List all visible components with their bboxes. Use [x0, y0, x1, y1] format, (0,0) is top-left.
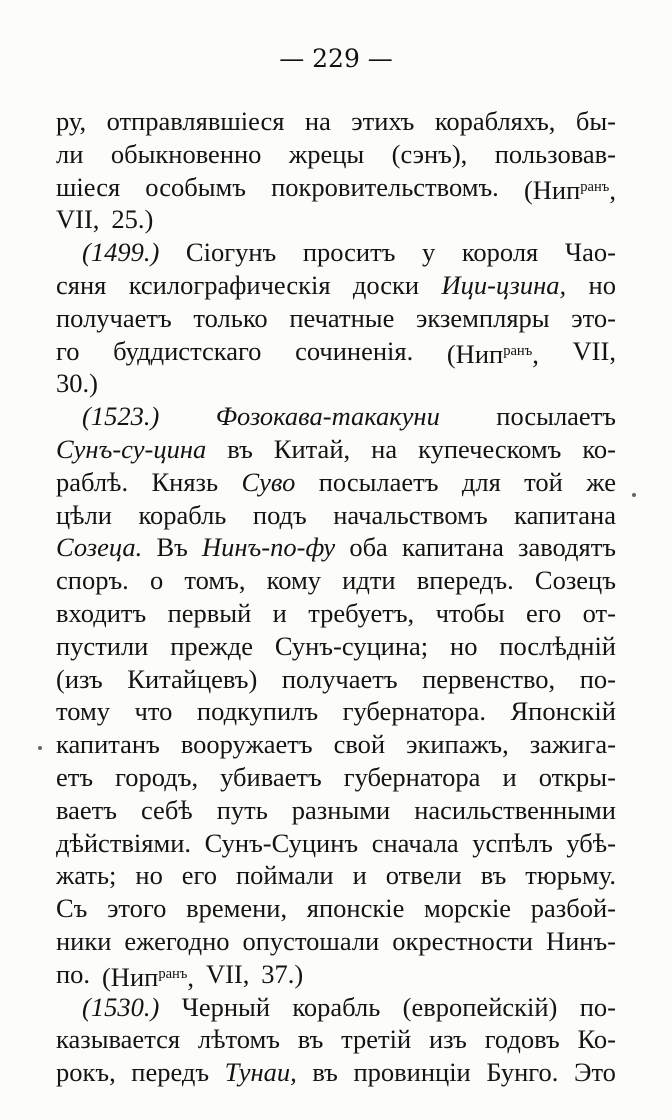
- word: насильственными: [414, 794, 616, 825]
- word: (европейскій): [402, 991, 558, 1022]
- text-line: [56, 433, 616, 466]
- word: покровительствомъ.: [271, 171, 499, 202]
- word: Тунаи,: [224, 1057, 297, 1088]
- word: Съ: [56, 893, 88, 924]
- word: 25.): [111, 204, 154, 235]
- word: Китай,: [273, 433, 351, 464]
- word: послѣдній: [499, 630, 616, 661]
- text-line: [56, 827, 616, 860]
- word: (1523.): [82, 401, 160, 432]
- word: разбой-: [530, 893, 616, 924]
- body-text: [56, 105, 616, 1089]
- page-number: — 229 —: [279, 44, 393, 73]
- word: этихъ: [351, 106, 415, 136]
- word: успѣлъ: [472, 827, 553, 858]
- word: опустошали: [242, 925, 380, 956]
- word: Черный: [181, 991, 271, 1022]
- text-line: [56, 269, 616, 302]
- word: Созеца.: [56, 532, 143, 563]
- word: проситъ: [302, 237, 396, 268]
- word: обыкновенно: [110, 138, 262, 169]
- word: получаетъ: [56, 302, 172, 333]
- word: только: [193, 302, 268, 333]
- word: Сунъ-су-цина: [56, 433, 207, 464]
- word: для: [461, 466, 501, 497]
- word: убѣ-: [566, 827, 616, 858]
- word: (изъ: [56, 663, 103, 694]
- text-line: [56, 203, 616, 236]
- word: въ: [480, 860, 507, 891]
- word: его: [181, 860, 218, 891]
- word: окрестности: [392, 925, 533, 956]
- word: идти: [342, 565, 396, 596]
- word: ваетъ: [56, 794, 117, 825]
- word: и: [352, 860, 367, 891]
- word: сочиненія.: [295, 335, 414, 366]
- word: же: [586, 466, 616, 497]
- text-line: [56, 171, 616, 204]
- text-line: [56, 958, 616, 991]
- word: морскіе: [424, 893, 512, 924]
- word: зажига-: [529, 729, 616, 760]
- word: Нинъ-по-фу: [202, 532, 336, 563]
- word: пользовав-: [494, 138, 616, 169]
- word: губернатора: [343, 761, 481, 792]
- word: жрецы: [288, 138, 365, 169]
- text-line: [56, 236, 616, 269]
- word: свой: [333, 729, 386, 760]
- print-speck: [632, 493, 636, 497]
- word: лѣтомъ: [197, 1024, 280, 1055]
- word: ксилографическія: [128, 269, 331, 300]
- word: отправлявшіеся: [106, 106, 285, 136]
- word: раблѣ.: [56, 466, 129, 497]
- word: заводятъ: [517, 532, 616, 563]
- word: доски: [352, 269, 420, 300]
- word: Въ: [156, 532, 188, 563]
- word: (1499.): [82, 237, 160, 268]
- text-line: [56, 335, 616, 368]
- word: (1530.): [82, 991, 160, 1022]
- word: сначала: [371, 827, 459, 858]
- text-line: [56, 991, 616, 1024]
- word: японскіе: [306, 893, 405, 924]
- word: но: [588, 269, 616, 300]
- word: тюрьму.: [525, 860, 616, 891]
- word: ежегодно: [124, 925, 230, 956]
- word: (Нип$^{ранъ}$,: [523, 174, 616, 205]
- word: этого: [107, 893, 167, 924]
- word: это-: [571, 302, 616, 333]
- word: у: [422, 237, 436, 268]
- word: впередъ.: [416, 565, 514, 596]
- word: Князь: [151, 466, 219, 497]
- word: но: [450, 630, 478, 661]
- print-speck: [38, 746, 42, 750]
- word: оба: [349, 532, 388, 563]
- word: требуетъ,: [308, 597, 415, 628]
- word: капитана: [514, 499, 616, 530]
- word: по.: [56, 958, 91, 989]
- word: Сунъ-суцина;: [274, 630, 429, 661]
- word: Ици-цзина,: [441, 269, 567, 300]
- word: 37.): [261, 958, 304, 989]
- word: что: [134, 696, 173, 727]
- word: откры-: [538, 761, 616, 792]
- word: бы-: [575, 106, 616, 136]
- word: времени,: [186, 893, 288, 924]
- word: купеческомъ: [418, 433, 562, 464]
- word: его: [526, 597, 562, 628]
- text-line: [56, 597, 616, 630]
- word: от-: [582, 597, 616, 628]
- word: въ: [227, 433, 253, 464]
- word: экземпляры: [416, 302, 550, 333]
- word: Японскій: [510, 696, 616, 727]
- text-line: [56, 728, 616, 761]
- word: но: [135, 860, 163, 891]
- word: корабль: [292, 991, 381, 1022]
- text-line: [56, 138, 616, 171]
- word: отвели: [385, 860, 462, 891]
- word: VII,: [572, 335, 616, 366]
- word: (Нип$^{ранъ}$,: [101, 961, 195, 992]
- word: посылаетъ: [318, 466, 439, 497]
- word: дѣйствіями.: [56, 827, 192, 858]
- text-line: [56, 400, 616, 433]
- word: рокъ,: [56, 1057, 116, 1088]
- word: капитана: [401, 532, 504, 563]
- word: подъ: [252, 499, 307, 530]
- word: VII,: [205, 958, 250, 989]
- word: городъ,: [115, 761, 199, 792]
- text-line: [56, 630, 616, 663]
- word: въ: [312, 1057, 338, 1088]
- word: Чао-: [564, 237, 616, 268]
- text-line: [56, 499, 616, 532]
- word: томъ,: [184, 565, 246, 596]
- word: (Нип$^{ранъ}$,: [446, 338, 539, 369]
- word: ру,: [56, 106, 87, 136]
- text-line: [56, 925, 616, 958]
- word: подкупилъ: [196, 696, 319, 727]
- text-line: [56, 531, 616, 564]
- word: годовъ: [484, 1024, 560, 1055]
- word: корабляхъ,: [434, 106, 556, 136]
- word: посылаетъ: [496, 401, 616, 432]
- word: и: [272, 597, 287, 628]
- word: Ко-: [577, 1024, 616, 1055]
- word: передъ: [131, 1057, 210, 1088]
- text-line: [56, 663, 616, 696]
- word: по-: [579, 991, 616, 1022]
- word: первенство,: [422, 663, 556, 694]
- word: Созецъ: [534, 565, 616, 596]
- text-line: [56, 302, 616, 335]
- text-line: [56, 761, 616, 794]
- word: въ: [297, 1024, 324, 1055]
- word: Нинъ-: [545, 925, 616, 956]
- text-line: [56, 1056, 616, 1089]
- word: Китайцевъ): [127, 663, 258, 694]
- word: третій: [341, 1024, 412, 1055]
- word: сяня: [56, 269, 107, 300]
- text-line: [56, 466, 616, 499]
- text-line: [56, 794, 616, 827]
- word: Сіогунъ: [185, 237, 277, 268]
- word: начальствомъ: [333, 499, 488, 530]
- word: Суво: [241, 466, 296, 497]
- text-line: [56, 695, 616, 728]
- word: и: [502, 761, 517, 792]
- word: входитъ: [56, 597, 147, 628]
- word: изъ: [428, 1024, 467, 1055]
- word: на: [304, 106, 331, 136]
- word: (сэнъ),: [391, 138, 468, 169]
- word: провинціи: [353, 1057, 471, 1088]
- word: казывается: [56, 1024, 181, 1055]
- word: первый: [167, 597, 252, 628]
- word: ко-: [582, 433, 616, 464]
- text-line: [56, 105, 616, 138]
- text-line: [56, 1023, 616, 1056]
- word: особымъ: [145, 171, 246, 202]
- text-line: [56, 564, 616, 597]
- word: Фозокава-такакуни: [215, 401, 440, 432]
- word: себѣ: [140, 794, 193, 825]
- word: прежде: [170, 630, 253, 661]
- text-line: [56, 892, 616, 925]
- text-line: [56, 367, 616, 400]
- word: о: [149, 565, 164, 596]
- word: губернатора.: [342, 696, 486, 727]
- word: цѣли: [56, 499, 112, 530]
- word: убиваетъ: [220, 761, 322, 792]
- word: Это: [573, 1057, 616, 1088]
- word: шіеся: [56, 171, 121, 202]
- word: по-: [579, 663, 616, 694]
- word: го: [56, 335, 80, 366]
- word: буддистскаго: [113, 335, 262, 366]
- word: жать;: [56, 860, 117, 891]
- word: получаетъ: [281, 663, 398, 694]
- word: кому: [266, 565, 321, 596]
- word: тому: [56, 696, 110, 727]
- text-line: [56, 859, 616, 892]
- word: короля: [461, 237, 539, 268]
- word: печатные: [289, 302, 395, 333]
- word: 30.): [56, 368, 98, 399]
- word: VII,: [56, 204, 100, 235]
- word: экипажъ,: [406, 729, 509, 760]
- word: той: [524, 466, 563, 497]
- word: путь: [216, 794, 268, 825]
- word: капитанъ: [56, 729, 160, 760]
- word: Сунъ-Суцинъ: [204, 827, 359, 858]
- word: ли: [56, 138, 84, 169]
- word: вооружаетъ: [180, 729, 313, 760]
- word: етъ: [56, 761, 94, 792]
- word: споръ.: [56, 565, 129, 596]
- word: корабль: [138, 499, 227, 530]
- word: чтобы: [435, 597, 505, 628]
- word: поймали: [236, 860, 334, 891]
- word: разными: [291, 794, 391, 825]
- word: Бунго.: [486, 1057, 559, 1088]
- word: пустили: [56, 630, 149, 661]
- word: ники: [56, 925, 112, 956]
- word: на: [371, 433, 398, 464]
